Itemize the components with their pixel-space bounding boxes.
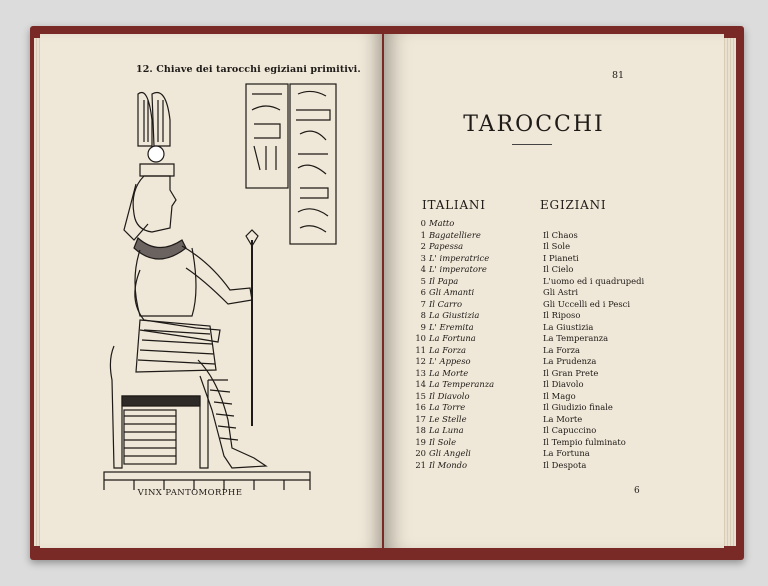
row-number: 12 [415, 356, 426, 366]
row-number: 2 [420, 241, 426, 251]
column-header-egiziani: EGIZIANI [540, 198, 607, 212]
table-row [404, 253, 663, 265]
table-row [404, 241, 663, 253]
italian-name: L' Eremita [429, 321, 474, 332]
italian-name: Le Stelle [429, 413, 467, 424]
egyptian-name: Il Sole [543, 241, 571, 251]
egyptian-name: La Fortuna [543, 448, 590, 458]
row-number: 15 [415, 390, 426, 401]
table-row [404, 264, 663, 276]
row-number: 4 [420, 264, 426, 274]
right-page [384, 34, 724, 548]
italian-name: Il Mondo [429, 459, 468, 470]
table-row [404, 379, 663, 391]
egyptian-name: Il Riposo [543, 310, 581, 320]
italian-name: La Temperanza [429, 379, 495, 389]
italian-name: Gli Angeli [429, 448, 471, 458]
row-number: 5 [420, 275, 426, 286]
italian-name: Il Sole [429, 436, 457, 447]
row-number: 7 [420, 298, 426, 309]
egyptian-name [543, 218, 663, 230]
row-number: 3 [420, 252, 426, 263]
table-row [404, 391, 663, 403]
egyptian-name: Gli Astri [543, 287, 579, 297]
italian-name: La Fortuna [429, 333, 476, 343]
row-number: 19 [415, 436, 426, 447]
italian-name: L' imperatore [429, 264, 487, 274]
italian-name: Il Papa [429, 275, 459, 286]
table-row [404, 425, 663, 437]
egyptian-name: La Temperanza [543, 333, 609, 343]
italian-name: La Forza [429, 344, 467, 355]
row-number: 9 [420, 321, 426, 332]
signature-mark: 6 [634, 486, 640, 496]
row-number: 21 [415, 459, 426, 470]
egyptian-name: Il Gran Prete [543, 367, 599, 378]
table-row [404, 333, 663, 345]
italian-name: La Luna [429, 425, 464, 435]
italian-name: Gli Amanti [429, 287, 475, 297]
row-number: 8 [420, 310, 426, 320]
italian-name: La Giustizia [429, 310, 480, 320]
row-number: 17 [415, 413, 426, 424]
table-row [404, 276, 663, 288]
italian-name: La Morte [429, 367, 469, 378]
italian-name: Papessa [429, 241, 464, 251]
table-row [404, 402, 663, 414]
table-row [404, 310, 663, 322]
egyptian-name: Il Mago [543, 390, 576, 401]
table-row [404, 368, 663, 380]
table-row [404, 356, 663, 368]
italian-name: L' imperatrice [429, 252, 490, 263]
table-row [404, 345, 663, 357]
italian-name: Il Diavolo [429, 390, 470, 401]
italian-name: Bagatelliere [429, 229, 481, 240]
egyptian-name: Il Giudizio finale [543, 402, 613, 412]
egyptian-name: La Morte [543, 413, 583, 424]
table-row [404, 414, 663, 426]
row-number: 18 [415, 425, 426, 435]
egyptian-name: Il Despota [543, 459, 587, 470]
row-number: 20 [415, 448, 426, 458]
egyptian-name: Il Diavolo [543, 379, 584, 389]
row-number: 14 [415, 379, 426, 389]
egyptian-name: Il Tempio fulminato [543, 436, 626, 447]
illustration-caption-bottom: VINX PANTOMORPHE [137, 488, 243, 498]
row-number: 13 [415, 367, 426, 378]
illustration-caption-top: 12. Chiave dei tarocchi egiziani primitivi. [136, 64, 361, 75]
egyptian-seated-figure-illustration [100, 80, 350, 490]
table-row [404, 230, 663, 242]
italian-name: Matto [429, 218, 455, 228]
italian-name: La Torre [429, 402, 466, 412]
row-number: 1 [420, 229, 426, 240]
table-row [404, 460, 663, 472]
egyptian-name: L'uomo ed i quadrupedi [543, 275, 645, 286]
egyptian-name: Il Chaos [543, 229, 578, 240]
table-row [404, 287, 663, 299]
table-row [404, 218, 663, 230]
row-number: 6 [420, 287, 426, 297]
egyptian-name: La Giustizia [543, 321, 594, 332]
egyptian-name: La Prudenza [543, 356, 597, 366]
table-row [404, 448, 663, 460]
row-number: 16 [415, 402, 426, 412]
egyptian-name: Il Capuccino [543, 425, 597, 435]
table-row [404, 299, 663, 311]
title-rule [512, 144, 552, 145]
page-number: 81 [612, 70, 625, 81]
table-row [404, 322, 663, 334]
row-number: 0 [420, 218, 426, 228]
left-page [40, 34, 382, 548]
egyptian-name: La Forza [543, 344, 581, 355]
egyptian-name: Il Cielo [543, 264, 574, 274]
egyptian-name: I Pianeti [543, 252, 579, 263]
page-edges-right [722, 38, 736, 546]
egyptian-name: Gli Uccelli ed i Pesci [543, 298, 631, 309]
column-header-italiani: ITALIANI [422, 198, 486, 212]
page-title: TAROCCHI [463, 112, 605, 137]
row-number: 10 [415, 333, 426, 343]
italian-name: L' Appeso [429, 356, 471, 366]
row-number: 11 [415, 344, 426, 355]
italian-name: Il Carro [429, 298, 463, 309]
tarot-correspondence-table [404, 218, 663, 471]
table-row [404, 437, 663, 449]
